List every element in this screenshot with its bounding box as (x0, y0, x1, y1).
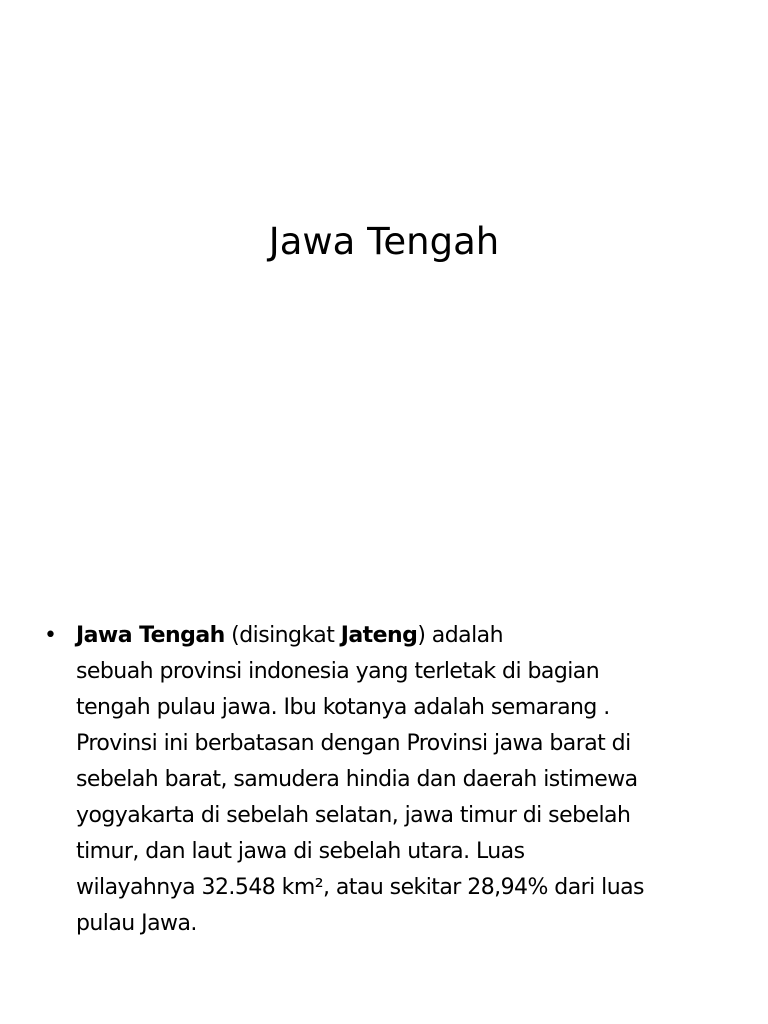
text-segment: (disingkat (224, 623, 341, 648)
bullet-item (44, 618, 734, 942)
slide-title: Jawa Tengah (268, 220, 500, 263)
text-line-8: wilayahnya 32.548 km², atau sekitar 28,94% dari luas (76, 875, 644, 900)
text-line-7: timur, dan laut jawa di sebelah utara. Luas (76, 839, 525, 864)
text-line-4: Provinsi ini berbatasan dengan Provinsi jawa barat di (76, 731, 631, 756)
bold-province-name: Jawa Tengah (76, 623, 225, 648)
text-line-1 (76, 618, 734, 654)
bullet-text (76, 618, 734, 942)
bold-abbreviation: Jateng (340, 623, 418, 648)
text-line-6: yogyakarta di sebelah selatan, jawa timur di sebelah (76, 803, 631, 828)
text-line-3: tengah pulau jawa. Ibu kotanya adalah semarang . (76, 695, 610, 720)
text-line-5: sebelah barat, samudera hindia dan daerah istimewa (76, 767, 638, 792)
text-segment: ) adalah (417, 623, 503, 648)
slide-body (44, 618, 734, 942)
text-line-9: pulau Jawa. (76, 911, 197, 936)
text-line-2: sebuah provinsi indonesia yang terletak di bagian (76, 659, 600, 684)
bullet-marker: • (44, 623, 57, 648)
